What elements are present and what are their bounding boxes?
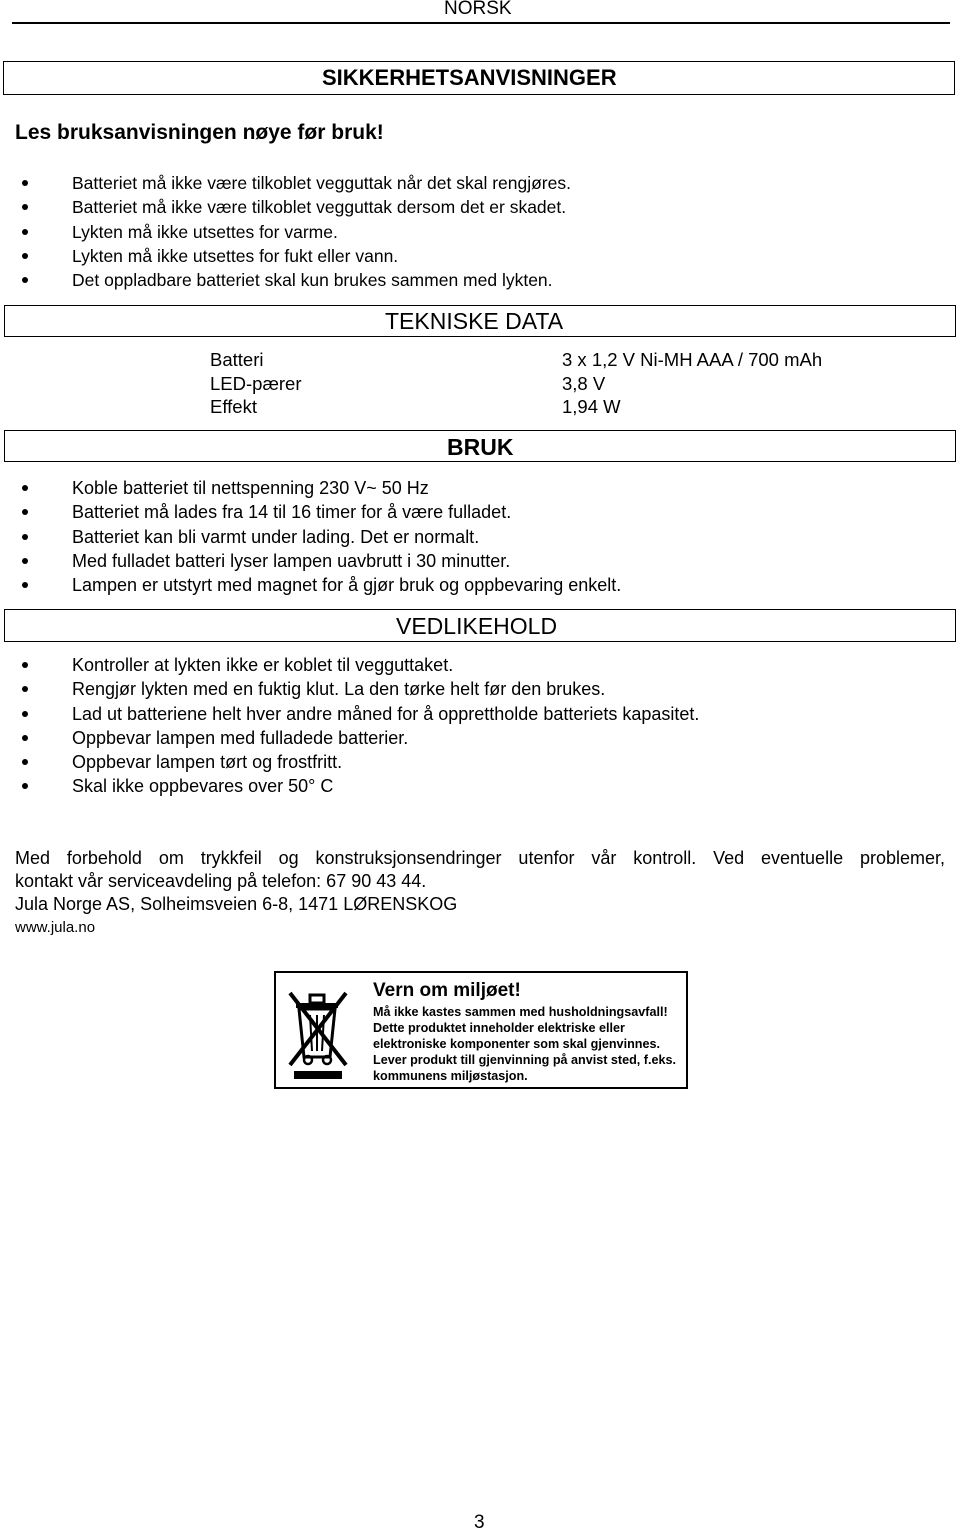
bullet-icon — [22, 277, 28, 283]
spec-label-battery: Batteri — [210, 349, 264, 370]
footer-disclaimer: Med forbehold om trykkfeil og konstruksjonsendringer utenfor vår kontroll. Ved eventuelle problemer, — [15, 848, 945, 868]
bullet-icon — [22, 686, 28, 692]
recycling-title: Vern om miljøet! — [373, 980, 521, 1001]
list-item: Det oppladbare batteriet skal kun brukes sammen med lykten. — [0, 268, 571, 292]
bullet-icon — [22, 253, 28, 259]
bullet-icon — [22, 509, 28, 515]
list-item: Kontroller at lykten ikke er koblet til vegguttaket. — [0, 653, 699, 677]
bullet-icon — [22, 582, 28, 588]
usage-list — [0, 476, 621, 597]
bullet-icon — [22, 735, 28, 741]
spec-values — [562, 348, 822, 419]
spec-label-led: LED-pærer — [210, 372, 302, 394]
spec-value-battery: 3 x 1,2 V Ni-MH AAA / 700 mAh — [562, 349, 823, 370]
bullet-icon — [22, 558, 28, 564]
list-item: Med fulladet batteri lyser lampen uavbrutt i 30 minutter. — [0, 549, 621, 573]
list-item: Batteriet må ikke være tilkoblet vegguttak dersom det er skadet. — [0, 195, 571, 219]
recycling-text — [373, 978, 676, 1084]
list-item: Skal ikke oppbevares over 50° C — [0, 774, 699, 798]
list-item: Batteriet må lades fra 14 til 16 timer for å være fulladet. — [0, 500, 621, 524]
bullet-icon — [22, 180, 28, 186]
maintenance-list — [0, 653, 699, 799]
list-item: Rengjør lykten med en fuktig klut. La den tørke helt før den brukes. — [0, 677, 699, 701]
list-item: Koble batteriet til nettspenning 230 V~ 50 Hz — [0, 476, 621, 500]
list-item: Lykten må ikke utsettes for varme. — [0, 220, 571, 244]
list-item: Oppbevar lampen med fulladede batterier. — [0, 726, 699, 750]
usage-title: BRUK — [447, 434, 514, 460]
safety-intro: Les bruksanvisningen nøye før bruk! — [15, 121, 384, 144]
header-rule — [12, 22, 950, 24]
bullet-icon — [22, 662, 28, 668]
bullet-icon — [22, 759, 28, 765]
technical-title: TEKNISKE DATA — [385, 308, 564, 334]
bullet-icon — [22, 485, 28, 491]
safety-list — [0, 171, 571, 292]
list-item: Lykten må ikke utsettes for fukt eller vann. — [0, 244, 571, 268]
footer-contact: kontakt vår serviceavdeling på telefon: 67 90 43 44. — [15, 871, 427, 891]
list-item: Lad ut batteriene helt hver andre måned for å opprettholde batteriets kapasitet. — [0, 702, 699, 726]
maintenance-title: VEDLIKEHOLD — [396, 613, 558, 639]
list-item: Batteriet må ikke være tilkoblet vegguttak når det skal rengjøres. — [0, 171, 571, 195]
spec-labels — [210, 348, 302, 419]
recycling-line: Dette produktet inneholder elektriske eller — [373, 1021, 625, 1035]
bullet-icon — [22, 783, 28, 789]
spec-label-power: Effekt — [210, 396, 257, 417]
bullet-icon — [22, 711, 28, 717]
spec-value-led: 3,8 V — [562, 372, 606, 394]
list-item: Lampen er utstyrt med magnet for å gjør bruk og oppbevaring enkelt. — [0, 573, 621, 597]
crossed-bin-icon — [284, 981, 364, 1081]
footer-text — [15, 847, 945, 939]
bullet-icon — [22, 204, 28, 210]
recycling-notice — [274, 971, 688, 1089]
footer-website-link[interactable]: www.jula.no — [15, 919, 96, 936]
list-item: Oppbevar lampen tørt og frostfritt. — [0, 750, 699, 774]
recycling-line: Må ikke kastes sammen med husholdningsavfall! — [373, 1005, 668, 1019]
page-number: 3 — [474, 1512, 485, 1533]
footer-address: Jula Norge AS, Solheimsveien 6-8, 1471 LØRENSKOG — [15, 894, 458, 914]
recycling-line: kommunens miljøstasjon. — [373, 1069, 528, 1083]
recycling-line: Lever produkt till gjenvinning på anvist sted, f.eks. — [373, 1053, 677, 1067]
bullet-icon — [22, 534, 28, 540]
list-item: Batteriet kan bli varmt under lading. Det er normalt. — [0, 525, 621, 549]
recycling-line: elektroniske komponenter som skal gjenvinnes. — [373, 1037, 660, 1051]
spec-value-power: 1,94 W — [562, 396, 621, 417]
language-label: NORSK — [444, 0, 512, 19]
safety-title: SIKKERHETSANVISNINGER — [322, 65, 617, 90]
bullet-icon — [22, 229, 28, 235]
